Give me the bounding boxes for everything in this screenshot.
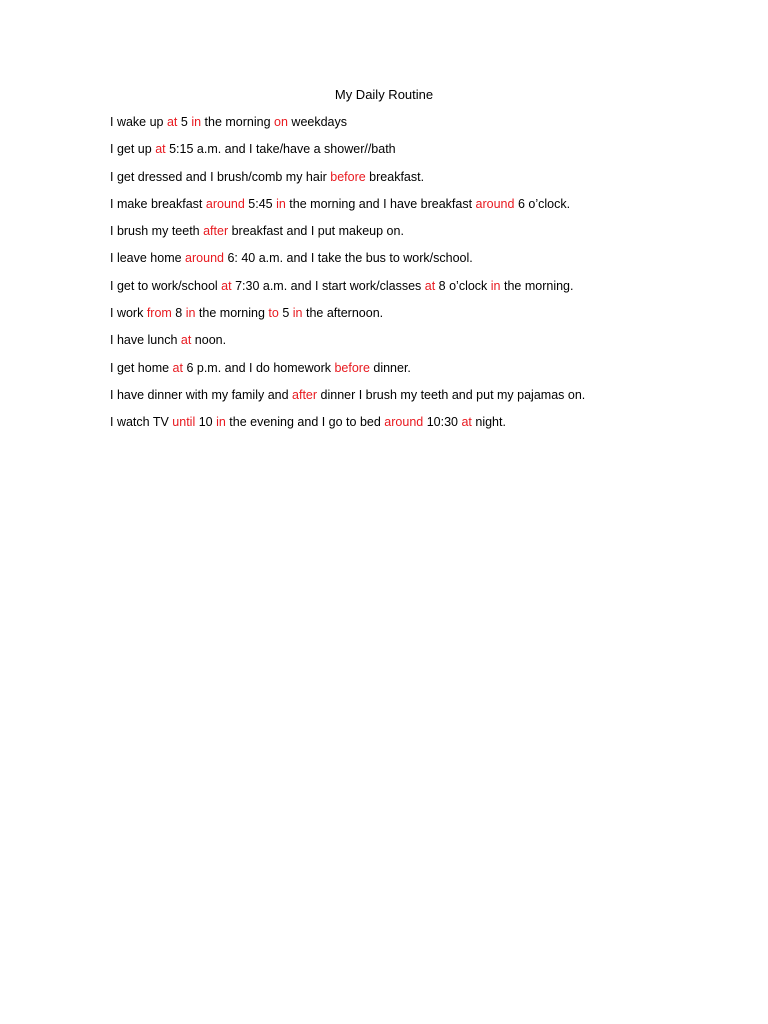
preposition-highlight: around [205, 196, 245, 211]
preposition-highlight: after [203, 224, 229, 239]
sentence-text: I work [110, 306, 147, 321]
sentence-text: I watch TV [110, 415, 173, 430]
preposition-highlight: until [172, 415, 196, 430]
sentence-text: I get to work/school [110, 278, 222, 293]
sentence-text: I get up [110, 142, 156, 157]
sentence-text: 10 [195, 415, 217, 430]
sentence-text: dinner I brush my teeth and put my pajamas on. [317, 387, 586, 402]
preposition-highlight: from [146, 306, 172, 321]
sentence-text: the evening and I go to bed [225, 415, 385, 430]
sentence-text: 10:30 [423, 415, 462, 430]
sentence-text: 6 o’clock. [514, 196, 571, 211]
preposition-highlight: on [274, 115, 288, 129]
sentence-text: I have dinner with my family and [110, 387, 293, 402]
sentence-text: I have lunch [110, 333, 181, 348]
preposition-highlight: at [221, 278, 232, 293]
sentence-text: 8 [171, 306, 186, 321]
routine-sentence [110, 331, 585, 358]
routine-sentence [110, 195, 585, 222]
sentence-text: breakfast and I put makeup on. [228, 224, 404, 239]
sentence-text: the morning. [500, 278, 574, 293]
sentence-text: 6 p.m. and I do homework [182, 360, 335, 375]
sentence-text: noon. [191, 333, 227, 348]
preposition-highlight: to [268, 306, 279, 321]
routine-sentence-list [110, 113, 585, 441]
sentence-text: I get home [110, 360, 173, 375]
document-title: My Daily Routine [334, 87, 434, 102]
preposition-highlight: at [461, 415, 472, 430]
sentence-text: I make breakfast [110, 196, 206, 211]
preposition-highlight: at [180, 333, 192, 348]
sentence-text: the morning [201, 115, 275, 129]
preposition-highlight: before [330, 169, 366, 184]
preposition-highlight: in [276, 196, 286, 211]
preposition-highlight: in [292, 306, 303, 321]
sentence-text: 5 [278, 306, 293, 321]
preposition-highlight: after [292, 387, 318, 402]
preposition-highlight: before [334, 360, 370, 375]
sentence-text: weekdays [287, 115, 347, 129]
routine-sentence [110, 168, 585, 195]
preposition-highlight: at [166, 115, 178, 129]
preposition-highlight: in [191, 115, 202, 129]
sentence-text: the afternoon. [302, 306, 384, 321]
sentence-text: I leave home [110, 251, 186, 266]
preposition-highlight: around [185, 251, 224, 266]
routine-sentence [110, 222, 585, 249]
sentence-text: breakfast. [365, 169, 425, 184]
sentence-text: 7:30 a.m. and I start work/classes [231, 278, 425, 293]
preposition-highlight: around [475, 196, 515, 211]
sentence-text: 5 [177, 115, 192, 129]
routine-sentence [110, 277, 585, 304]
preposition-highlight: in [490, 278, 501, 293]
routine-sentence [110, 359, 585, 386]
preposition-highlight: in [216, 415, 226, 430]
routine-sentence [110, 304, 585, 331]
routine-sentence [110, 113, 585, 140]
routine-sentence [110, 386, 585, 413]
sentence-text: night. [471, 415, 506, 430]
preposition-highlight: in [185, 306, 196, 321]
sentence-text: I get dressed and I brush/comb my hair [110, 169, 331, 184]
preposition-highlight: around [384, 415, 424, 430]
sentence-text: I brush my teeth [110, 224, 204, 239]
sentence-text: the morning [195, 306, 269, 321]
sentence-text: 8 o’clock [435, 278, 491, 293]
sentence-text: I wake up [110, 115, 167, 129]
sentence-text: 5:45 [244, 196, 277, 211]
sentence-text: 5:15 a.m. and I take/have a shower//bath [165, 142, 396, 157]
routine-sentence [110, 249, 585, 276]
sentence-text: 6: 40 a.m. and I take the bus to work/school. [223, 251, 473, 266]
sentence-text: the morning and I have breakfast [285, 196, 476, 211]
routine-sentence [110, 413, 585, 440]
preposition-highlight: at [424, 278, 436, 293]
preposition-highlight: at [172, 360, 183, 375]
sentence-text: dinner. [369, 360, 411, 375]
routine-sentence [110, 140, 585, 167]
preposition-highlight: at [155, 142, 166, 157]
